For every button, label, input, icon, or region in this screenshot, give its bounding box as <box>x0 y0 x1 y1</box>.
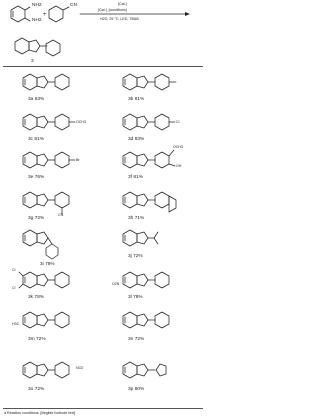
structure-3o <box>23 362 69 378</box>
substituent-methoxy-3c: OCH3 <box>76 120 86 124</box>
label-3c: 3c 81% <box>28 137 45 142</box>
substituent-nitro-3l: O2N <box>112 282 120 286</box>
label-3a: 3a 83% <box>28 97 45 102</box>
substituent-nitro-3o: NO2 <box>76 366 84 370</box>
label-3b: 3b 81% <box>128 97 145 102</box>
reagent-nh2-top-label: NH2 <box>32 3 42 8</box>
label-3m: 3m 72% <box>28 337 46 342</box>
label-3d: 3d 83% <box>128 137 145 142</box>
footnote: a Reaction conditions: [illegible footnote text] <box>4 411 76 415</box>
substituent-chloro-3d: Cl <box>176 120 180 124</box>
structure-3l <box>123 272 169 288</box>
label-3k: 3k 78% <box>28 295 45 300</box>
label-3i: 3i 78% <box>40 262 55 267</box>
structure-3p <box>123 362 166 378</box>
substituent-bromo-3e: Br <box>76 158 80 162</box>
header-divider <box>3 66 203 67</box>
label-3l: 3l 78% <box>128 295 143 300</box>
structure-3a <box>23 74 69 90</box>
structure-3c <box>23 114 75 130</box>
structure-3d <box>123 114 175 130</box>
product-3-structure <box>15 38 60 56</box>
reactant-nitrile-structure <box>49 6 69 22</box>
substituent-methoxy-3f: OCH3 <box>173 145 183 149</box>
structure-3f <box>123 150 175 168</box>
substituent-cyano-3g: CN <box>58 213 64 217</box>
conditions-line: [Cat.], [conditions] <box>98 8 127 12</box>
footer-divider <box>3 408 203 409</box>
substituent-chloro-3k-2: Cl <box>12 286 16 290</box>
label-3f: 3f 81% <box>128 175 143 180</box>
solvent-line: H2O, 25 °C, LED, TBAB <box>100 17 139 21</box>
label-3p: 3p 80% <box>128 387 145 392</box>
catalyst-line: [Cat.] <box>118 2 127 6</box>
reagent-nh2-bottom-label: NH2 <box>32 18 42 23</box>
substituent-chloro-3k-1: Cl <box>12 268 16 272</box>
structure-3g <box>23 192 69 214</box>
structure-3b <box>123 74 176 90</box>
reactant-diamine-structure <box>11 6 30 22</box>
structure-3i <box>23 230 58 259</box>
label-3o: 3o 72% <box>28 387 45 392</box>
product-number-label: 3 <box>31 59 34 64</box>
plus-sign: + <box>43 12 47 18</box>
substituent-hydroxy-3f: OH <box>176 164 182 168</box>
label-3j: 3j 72% <box>128 254 143 259</box>
structure-3k <box>19 272 69 288</box>
label-3n: 3n 72% <box>128 337 145 342</box>
structure-3h <box>123 192 176 212</box>
label-3h: 3h 71% <box>128 216 145 221</box>
structure-3e <box>23 152 75 168</box>
label-3e: 3e 76% <box>28 175 45 180</box>
label-3g: 3g 72% <box>28 216 45 221</box>
structure-3m <box>23 312 69 328</box>
structure-3j <box>123 230 158 246</box>
reagent-cn-label: CN <box>70 3 77 8</box>
structure-3n <box>123 312 169 328</box>
arrow-head <box>185 12 190 16</box>
substituent-methyl-3m: H3C <box>12 322 20 326</box>
